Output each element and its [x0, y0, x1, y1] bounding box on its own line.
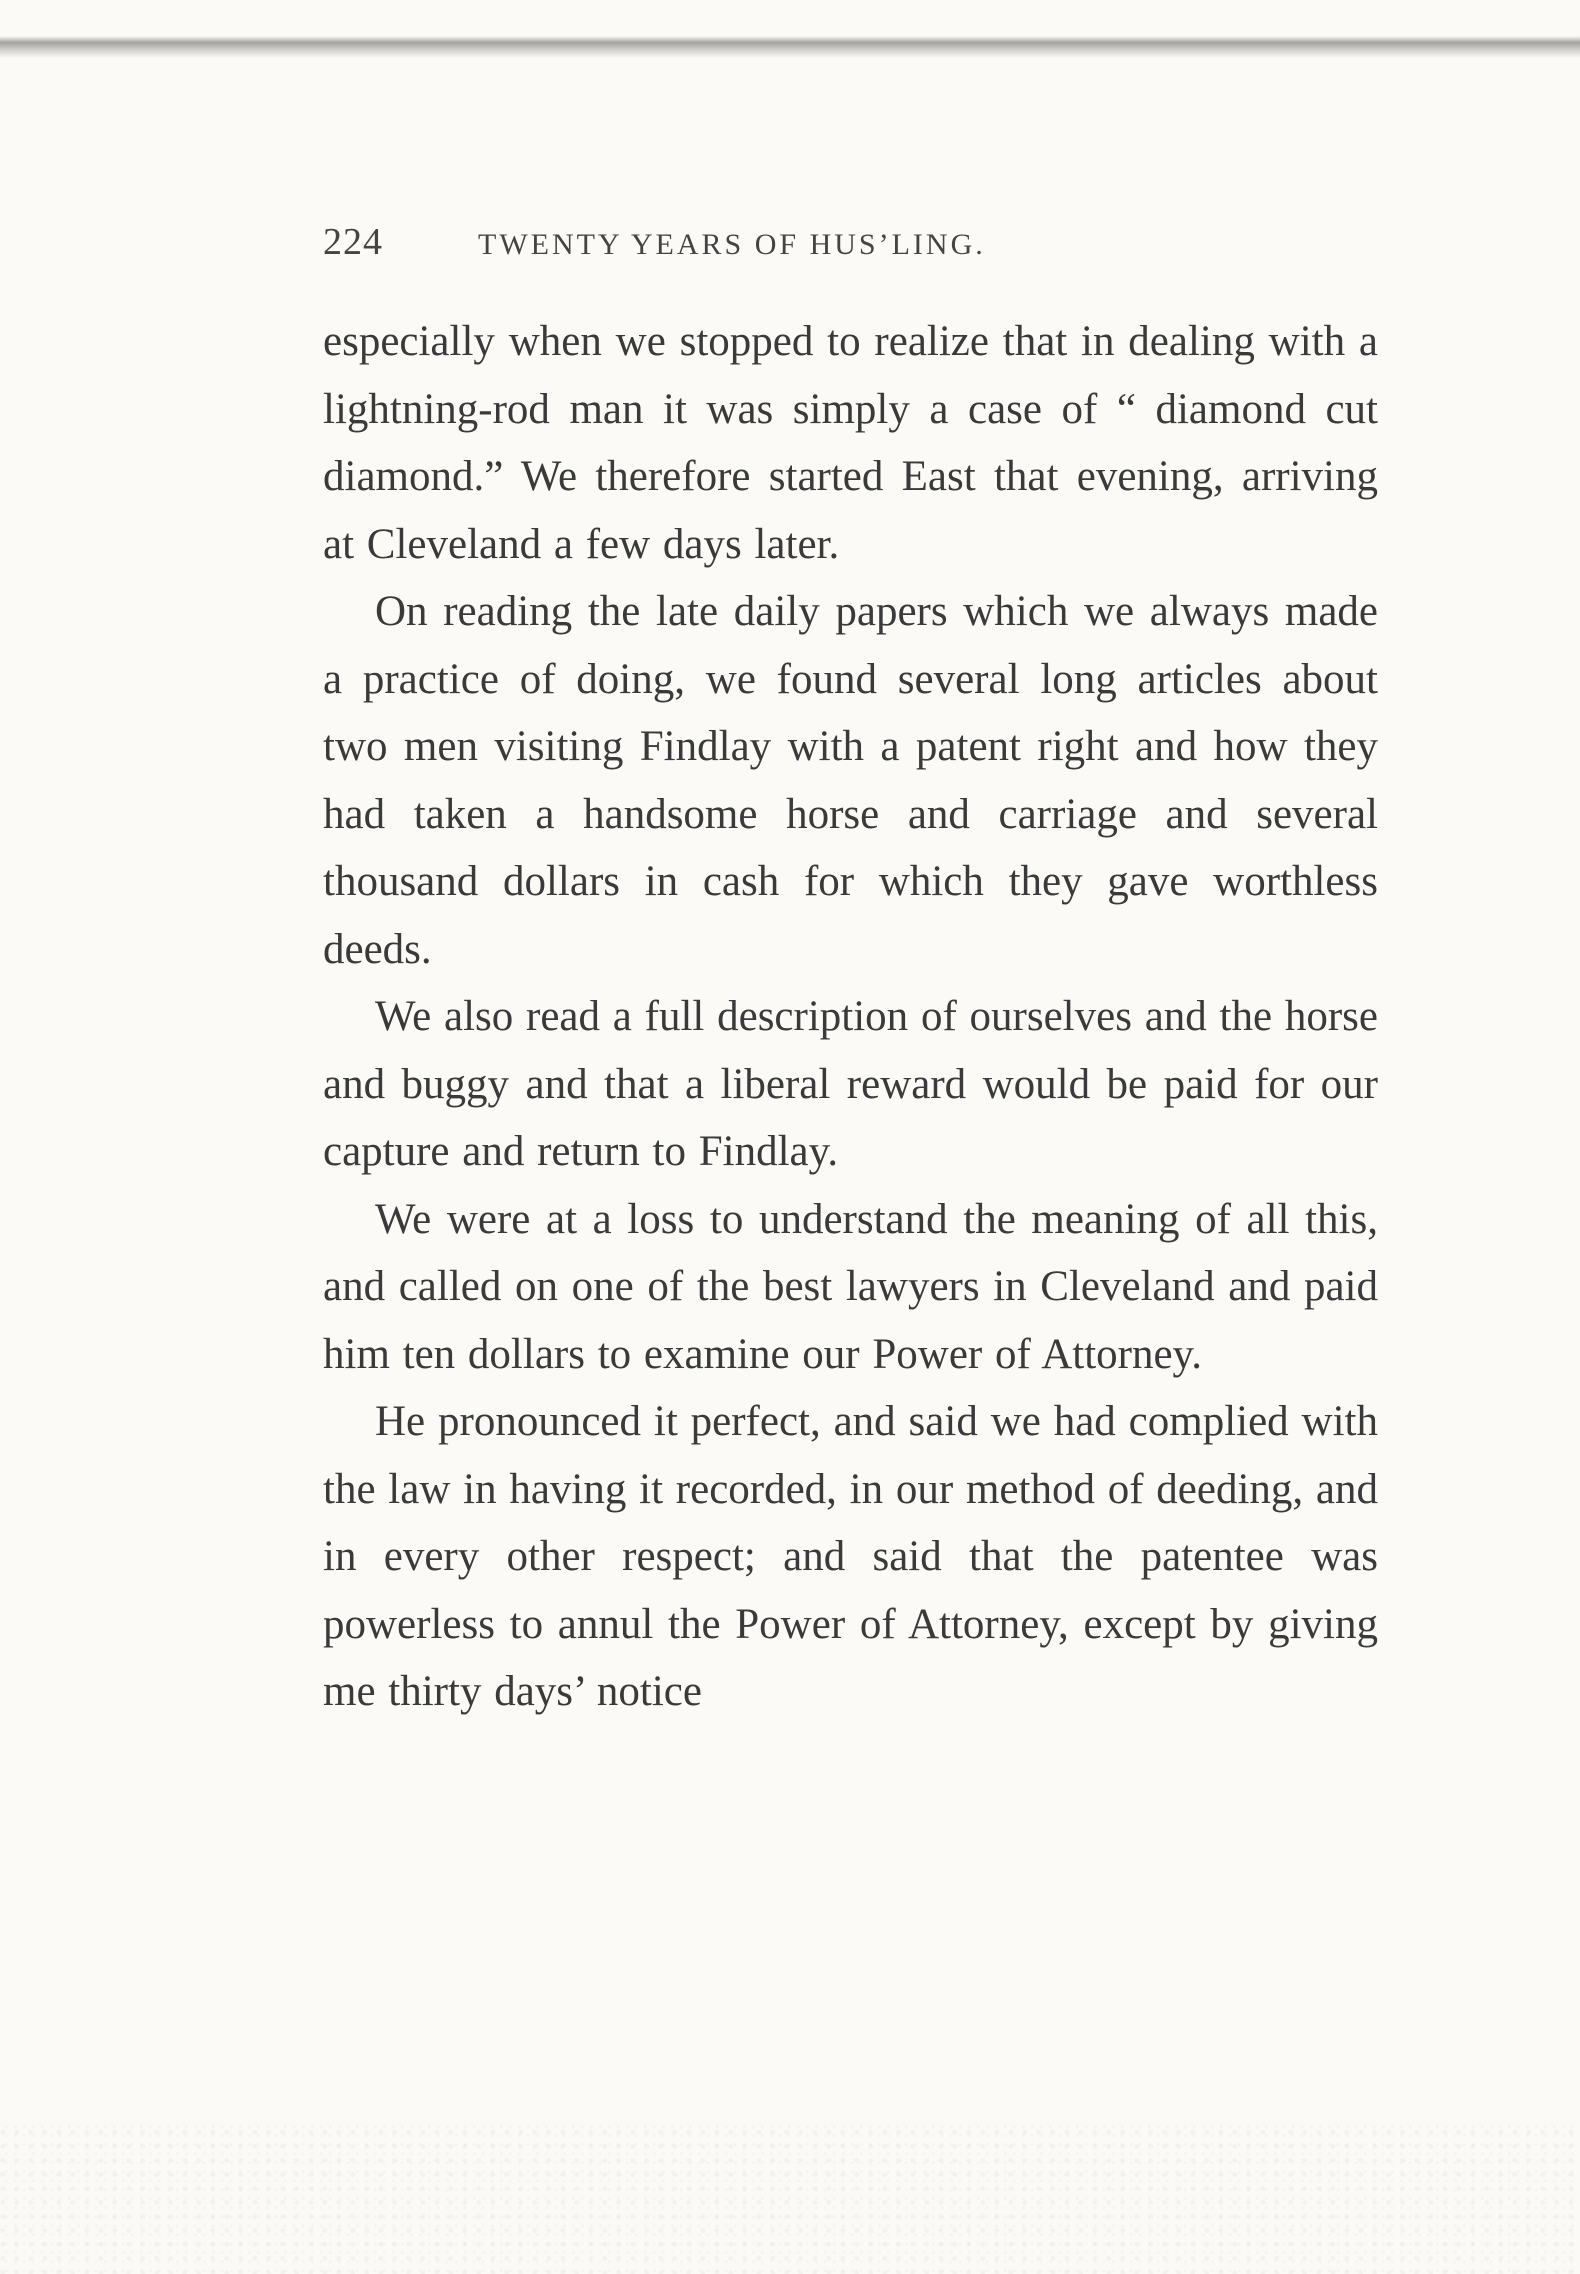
paragraph: On reading the late daily papers which we always made a practice of doing, we found several long articles about two men visiting Findlay with a patent right and how they had taken a handsome horse and carriage and several thousand dollars in cash for which they gave worthless deeds.: [323, 588, 1378, 973]
paragraph: He pronounced it perfect, and said we had complied with the law in having it recorded, in our method of deeding, and in every other respect; and said that the patentee was powerless to annul the Power of Attorney, except by giving me thirty days’ notice: [323, 1398, 1378, 1715]
scan-top-edge: [0, 36, 1580, 58]
book-page: [323, 220, 1378, 1726]
running-head-title: TWENTY YEARS OF HUS’LING.: [478, 228, 986, 261]
paragraph: We were at a loss to understand the meaning of all this, and called on one of the best lawyers in Cleveland and paid him ten dollars to examine our Power of Attorney.: [323, 1195, 1378, 1378]
running-head: [323, 220, 1378, 280]
paragraph: We also read a full description of ourselves and the horse and buggy and that a liberal reward would be paid for our capture and return to Findlay.: [323, 993, 1378, 1175]
paragraph-continuation: especially when we stopped to realize that in dealing with a lightning-rod man it was simply a case of “ diamond cut diamond.” We therefore started East that evening, arriving at Cleveland a few days later.: [323, 318, 1378, 568]
page-number: 224: [323, 221, 383, 263]
body-text: [323, 308, 1378, 1726]
scan-bottom-noise: [0, 2124, 1580, 2274]
